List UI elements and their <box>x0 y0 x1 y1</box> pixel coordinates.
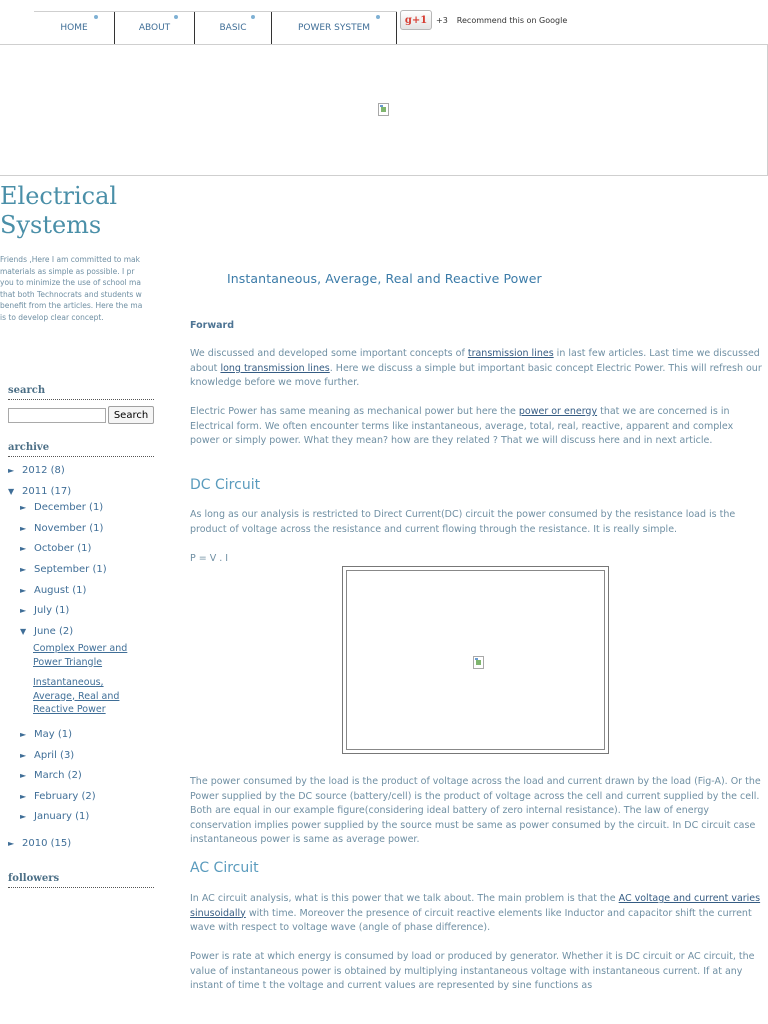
archive-heading: archive <box>8 442 154 457</box>
intro-paragraph <box>190 347 762 391</box>
search-heading: search <box>8 385 154 400</box>
nav-about-link[interactable] <box>115 12 195 45</box>
collapse-arrow-icon[interactable]: ▼ <box>8 487 15 496</box>
archive-month-december[interactable] <box>20 502 103 513</box>
archive-year-2010[interactable] <box>8 838 71 849</box>
expand-arrow-icon[interactable]: ► <box>20 524 27 533</box>
archive-month-label[interactable]: January <box>34 811 72 822</box>
nav-power-system-link[interactable] <box>272 12 397 45</box>
forward-heading: Forward <box>190 320 234 331</box>
archive-count: (15) <box>50 838 72 849</box>
archive-count: (2) <box>67 770 82 781</box>
google-plus-one-button[interactable] <box>400 10 432 30</box>
expand-arrow-icon[interactable]: ► <box>20 771 27 780</box>
dc-paragraph: As long as our analysis is restricted to Direct Current(DC) circuit the power consumed by the resistance load is the product of voltage across the resistance and current flowing through the resistance. It is really simple. <box>190 509 736 535</box>
archive-count: (2) <box>58 626 74 637</box>
archive-count: (1) <box>75 811 90 822</box>
expand-arrow-icon[interactable]: ► <box>20 503 27 512</box>
nav-home-label: HOME <box>60 23 88 33</box>
text: In AC circuit analysis, what is this power that we talk about. The main problem is that the <box>190 893 619 904</box>
archive-count: (1) <box>77 543 92 554</box>
figure-a-inner-frame <box>346 570 605 750</box>
text: . Here we discuss a simple but important basic concept Electric Power. This will refresh our knowledge before we move further. <box>190 362 762 388</box>
plus-one-count: +3 <box>436 15 448 25</box>
archive-post-link[interactable] <box>33 642 143 669</box>
archive-month-label[interactable]: May <box>34 729 55 740</box>
archive-month-label[interactable]: November <box>34 523 87 534</box>
nav-home-link[interactable] <box>34 12 115 45</box>
text: We discussed and developed some important concepts of <box>190 348 468 359</box>
text: with time. Moreover the presence of circuit reactive elements like Inductor and capacitor shift the current wave with respect to voltage wave (angle of phase difference). <box>190 907 752 933</box>
google-plus-icon: g+1 <box>404 14 428 26</box>
expand-arrow-icon[interactable]: ► <box>20 586 27 595</box>
expand-arrow-icon[interactable]: ► <box>20 544 27 553</box>
archive-count: (8) <box>50 465 65 476</box>
dc-circuit-heading: DC Circuit <box>190 477 261 493</box>
followers-heading: followers <box>8 873 154 888</box>
long-transmission-lines-link[interactable]: long transmission lines <box>220 362 330 374</box>
search-input[interactable] <box>8 408 106 423</box>
text: Electric Power has same meaning as mechanical power but here the <box>190 406 519 417</box>
collapse-arrow-icon[interactable]: ▼ <box>20 627 27 636</box>
power-formula: P = V . I <box>190 553 229 564</box>
archive-count: (1) <box>92 564 107 575</box>
text: in last few articles. Last time we discussed about <box>190 348 760 374</box>
archive-month-february[interactable] <box>20 791 96 802</box>
dc-power-paragraph: The power consumed by the load is the product of voltage across the load and current drawn by the load (Fig-A). Or the Power supplied by the DC source (battery/cell) is the product of voltage across the cell and current supplied by the cell. Both are equal in our example figure(considering ideal battery of zero internal resistance). The law of energy conservation implies power supplied by the source must be same as power consumed by the circuit. In DC circuit case instantaneous power is same as average power. <box>190 776 761 845</box>
archive-month-october[interactable] <box>20 543 91 554</box>
archive-month-november[interactable] <box>20 523 103 534</box>
archive-year-label[interactable]: 2010 <box>22 838 48 849</box>
archive-month-january[interactable] <box>20 811 89 822</box>
nav-dot-icon <box>174 15 178 19</box>
archive-month-label[interactable]: October <box>34 543 75 554</box>
figure-a-frame <box>342 566 609 754</box>
archive-month-september[interactable] <box>20 564 107 575</box>
archive-post-title[interactable]: Complex Power and Power Triangle <box>33 643 128 668</box>
broken-image-icon <box>378 103 389 116</box>
archive-count: (1) <box>89 523 104 534</box>
blog-title[interactable]: Electrical Systems <box>0 182 118 239</box>
expand-arrow-icon[interactable]: ► <box>20 606 27 615</box>
archive-post-title[interactable]: Instantaneous, Average, Real and Reactive Power <box>33 677 120 715</box>
archive-month-june[interactable] <box>20 626 73 637</box>
archive-post-link[interactable] <box>33 676 143 717</box>
archive-month-may[interactable] <box>20 729 72 740</box>
header-banner <box>0 44 768 176</box>
power-or-energy-link[interactable]: power or energy <box>518 406 598 417</box>
nav-basic-link[interactable] <box>195 12 272 45</box>
archive-count: (1) <box>89 502 104 513</box>
expand-arrow-icon[interactable]: ► <box>20 812 27 821</box>
archive-month-august[interactable] <box>20 585 86 596</box>
top-navigation <box>34 11 397 44</box>
ac-paragraph <box>190 892 762 936</box>
nav-dot-icon <box>94 15 98 19</box>
archive-month-label[interactable]: December <box>34 502 86 513</box>
expand-arrow-icon[interactable]: ► <box>20 751 27 760</box>
archive-count: (3) <box>60 750 75 761</box>
archive-month-april[interactable] <box>20 750 74 761</box>
archive-month-label[interactable]: June <box>34 626 56 637</box>
nav-dot-icon <box>376 15 380 19</box>
archive-month-label[interactable]: July <box>34 605 52 616</box>
expand-arrow-icon[interactable]: ► <box>20 792 27 801</box>
broken-image-icon <box>473 656 484 669</box>
expand-arrow-icon[interactable]: ► <box>8 839 15 848</box>
ac-circuit-heading: AC Circuit <box>190 860 259 876</box>
expand-arrow-icon[interactable]: ► <box>8 466 15 475</box>
archive-month-july[interactable] <box>20 605 69 616</box>
blog-description: Friends ,Here I am committed to mak materials as simple as possible. I pr you to minimize the use of school ma that both Technocrats and students w benefit from the articles. Here the ma is to develop clear concept. <box>0 255 143 322</box>
nav-about-label: ABOUT <box>138 23 171 33</box>
archive-year-label[interactable]: 2011 <box>22 486 48 497</box>
post-title[interactable]: Instantaneous, Average, Real and Reactive Power <box>227 271 542 286</box>
recommend-text: Recommend this on Google <box>456 15 568 25</box>
archive-month-label[interactable]: February <box>34 791 79 802</box>
archive-year-label[interactable]: 2012 <box>22 465 48 476</box>
archive-count: (17) <box>50 486 72 497</box>
nav-basic-label: BASIC <box>219 23 247 33</box>
archive-year-2011[interactable] <box>8 486 71 497</box>
text: that we are concerned is in Electrical form. We often encounter terms like instantaneous, average, total, real, reactive, apparent and complex power or simply power. What they mean? how are they related ? That we will discuss here and in next article. <box>190 406 734 446</box>
archive-count: (1) <box>57 729 73 740</box>
nav-dot-icon <box>251 15 255 19</box>
archive-count: (2) <box>81 791 96 802</box>
archive-month-label[interactable]: August <box>34 585 69 596</box>
archive-year-2012[interactable] <box>8 465 65 476</box>
transmission-lines-link[interactable]: transmission lines <box>467 348 554 359</box>
archive-count: (1) <box>72 585 87 596</box>
archive-month-label[interactable]: September <box>34 564 90 575</box>
search-button[interactable]: Search <box>108 406 154 424</box>
archive-month-march[interactable] <box>20 770 82 781</box>
google-plus-widget <box>400 10 567 30</box>
archive-count: (1) <box>55 605 70 616</box>
archive-month-label[interactable]: March <box>34 770 65 781</box>
power-paragraph <box>190 405 762 449</box>
archive-month-label[interactable]: April <box>34 750 57 761</box>
expand-arrow-icon[interactable]: ► <box>20 565 27 574</box>
instantaneous-power-paragraph: Power is rate at which energy is consumed by load or produced by generator. Whether it is DC circuit or AC circuit, the value of instantaneous power is obtained by multiplying instantaneous voltage with instantaneous current. If at any instant of time t the voltage and current values are represented by sine functions as <box>190 951 755 991</box>
nav-power-system-label: POWER SYSTEM <box>297 23 371 33</box>
ac-voltage-current-link[interactable]: AC voltage and current varies sinusoidally <box>190 893 761 919</box>
expand-arrow-icon[interactable]: ► <box>20 730 27 739</box>
